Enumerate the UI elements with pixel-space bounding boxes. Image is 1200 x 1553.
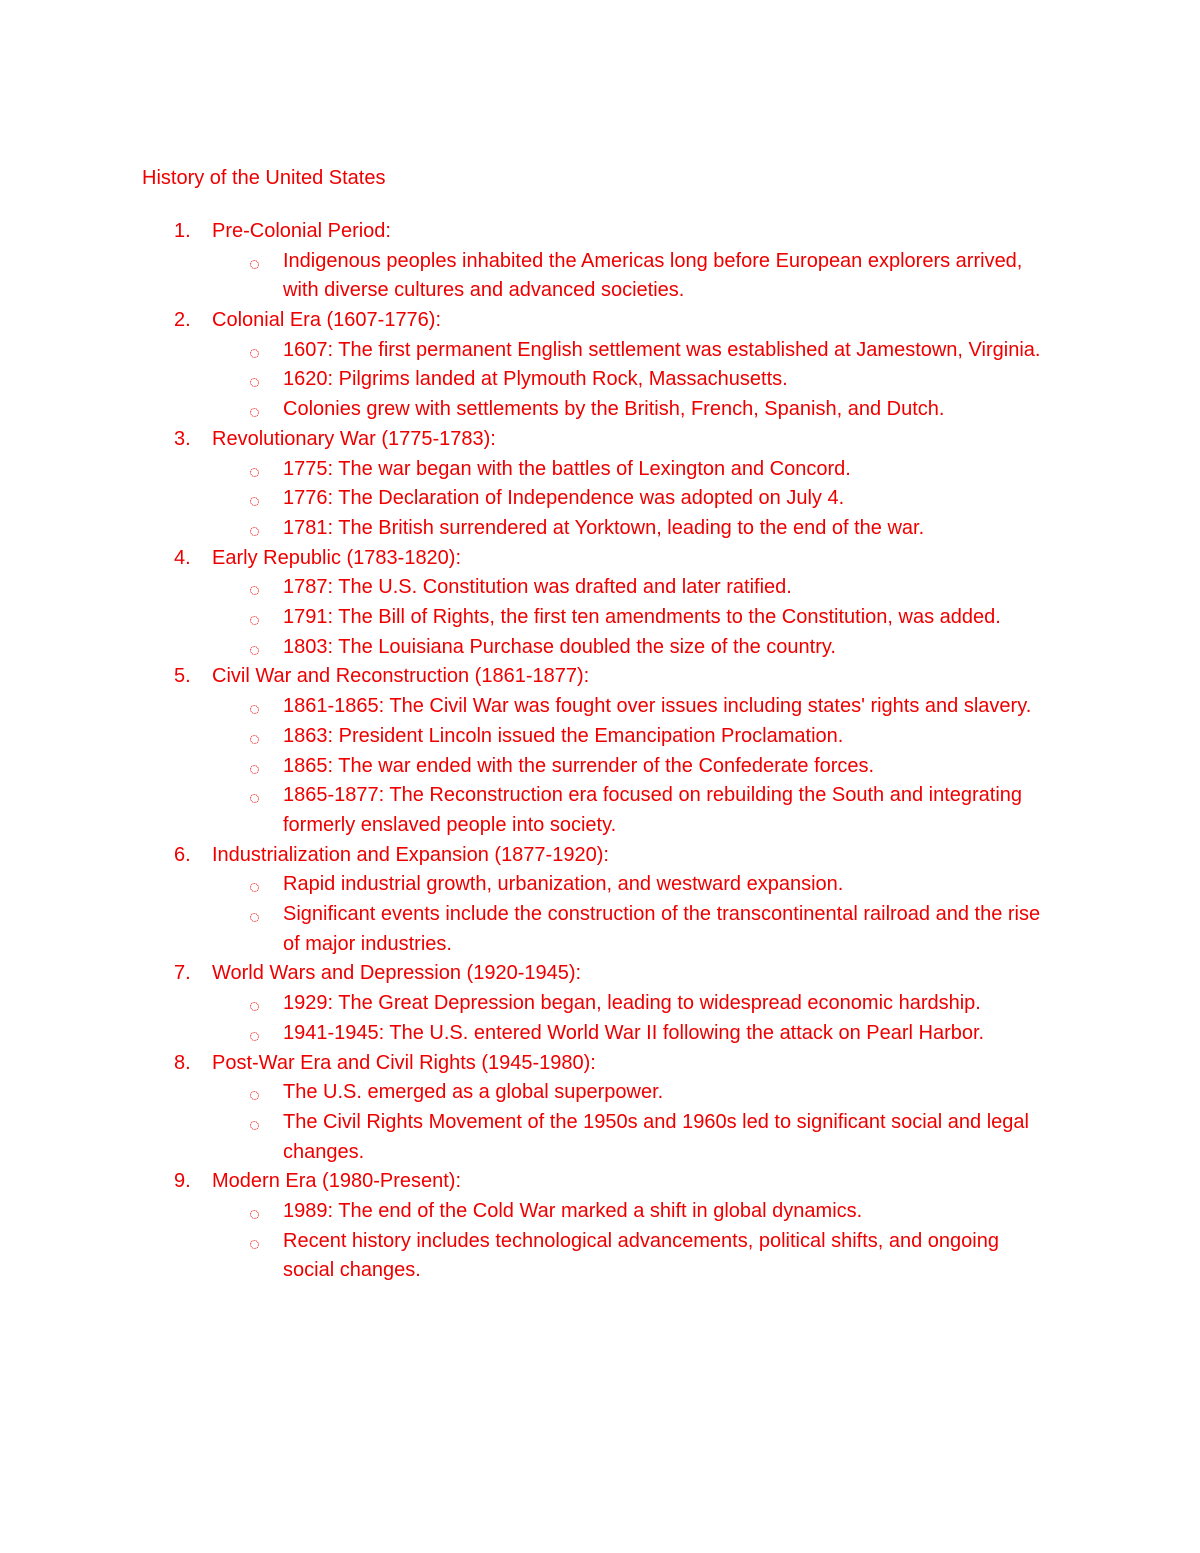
section-label: World Wars and Depression (1920-1945): — [212, 962, 582, 985]
bullet-list — [0, 247, 1200, 306]
section-label: Revolutionary War (1775-1783): — [212, 427, 496, 450]
hollow-circle-bullet-icon — [248, 395, 262, 425]
section-number: 8. — [174, 1051, 191, 1074]
bullet-list — [0, 989, 1200, 1048]
bullet-text: 1989: The end of the Cold War marked a shift in global dynamics. — [283, 1200, 863, 1223]
section-heading — [0, 662, 1200, 692]
bullet-text: 1865: The war ended with the surrender of the Confederate forces. — [283, 754, 875, 777]
hollow-circle-bullet-icon — [248, 603, 262, 633]
section-heading — [0, 544, 1200, 574]
section-label: Civil War and Reconstruction (1861-1877): — [212, 665, 590, 688]
hollow-circle-bullet-icon — [248, 781, 262, 811]
bullet-item — [0, 1108, 1053, 1167]
bullet-text: 1776: The Declaration of Independence was adopted on July 4. — [283, 487, 845, 510]
hollow-circle-bullet-icon — [248, 573, 262, 603]
bullet-text: 1929: The Great Depression began, leading to widespread economic hardship. — [283, 992, 981, 1015]
bullet-item — [0, 692, 1053, 722]
bullet-text: 1620: Pilgrims landed at Plymouth Rock, Massachusetts. — [283, 368, 788, 391]
outline-section — [0, 1049, 1200, 1168]
hollow-circle-bullet-icon — [248, 870, 262, 900]
history-outline — [0, 217, 1200, 1286]
bullet-item — [0, 365, 1053, 395]
bullet-item — [0, 1197, 1053, 1227]
outline-section — [0, 306, 1200, 425]
section-number: 4. — [174, 546, 191, 569]
hollow-circle-bullet-icon — [248, 336, 262, 366]
bullet-text: Indigenous peoples inhabited the Americas long before European explorers arrived, with diverse cultures and advanced societies. — [283, 249, 1023, 302]
bullet-item — [0, 722, 1053, 752]
hollow-circle-bullet-icon — [248, 900, 262, 930]
outline-section — [0, 662, 1200, 840]
bullet-item — [0, 900, 1053, 959]
section-label: Modern Era (1980-Present): — [212, 1170, 462, 1193]
bullet-text: Colonies grew with settlements by the British, French, Spanish, and Dutch. — [283, 398, 945, 421]
section-heading — [0, 841, 1200, 871]
section-label: Early Republic (1783-1820): — [212, 546, 462, 569]
bullet-item — [0, 484, 1053, 514]
hollow-circle-bullet-icon — [248, 247, 262, 277]
document-title: History of the United States — [142, 167, 386, 189]
bullet-item — [0, 573, 1053, 603]
section-heading — [0, 306, 1200, 336]
bullet-item — [0, 633, 1053, 663]
section-label: Colonial Era (1607-1776): — [212, 309, 442, 332]
bullet-item — [0, 989, 1053, 1019]
bullet-text: 1863: President Lincoln issued the Emancipation Proclamation. — [283, 724, 844, 747]
bullet-text: Recent history includes technological advancements, political shifts, and ongoing social changes. — [283, 1229, 999, 1282]
bullet-item — [0, 247, 1053, 306]
section-number: 7. — [174, 962, 191, 985]
bullet-list — [0, 692, 1200, 841]
outline-section — [0, 959, 1200, 1048]
outline-section — [0, 425, 1200, 544]
bullet-item — [0, 1227, 1053, 1286]
bullet-text: 1607: The first permanent English settlement was established at Jamestown, Virginia. — [283, 338, 1041, 361]
bullet-item — [0, 603, 1053, 633]
hollow-circle-bullet-icon — [248, 365, 262, 395]
bullet-item — [0, 752, 1053, 782]
bullet-text: 1803: The Louisiana Purchase doubled the size of the country. — [283, 635, 836, 658]
section-heading — [0, 1049, 1200, 1079]
section-number: 5. — [174, 665, 191, 688]
hollow-circle-bullet-icon — [248, 633, 262, 663]
hollow-circle-bullet-icon — [248, 484, 262, 514]
bullet-text: The U.S. emerged as a global superpower. — [283, 1081, 664, 1104]
bullet-list — [0, 1078, 1200, 1167]
section-label: Pre-Colonial Period: — [212, 220, 391, 242]
section-heading — [0, 959, 1200, 989]
bullet-item — [0, 395, 1053, 425]
bullet-text: 1787: The U.S. Constitution was drafted and later ratified. — [283, 576, 792, 599]
hollow-circle-bullet-icon — [248, 1019, 262, 1049]
section-heading — [0, 1167, 1200, 1197]
hollow-circle-bullet-icon — [248, 722, 262, 752]
bullet-text: 1941-1945: The U.S. entered World War II following the attack on Pearl Harbor. — [283, 1021, 985, 1044]
bullet-text: Significant events include the construction of the transcontinental railroad and the rise of major industries. — [283, 903, 1041, 955]
bullet-list — [0, 455, 1200, 544]
hollow-circle-bullet-icon — [248, 455, 262, 485]
section-label: Industrialization and Expansion (1877-1920): — [212, 843, 609, 866]
outline-section — [0, 217, 1200, 306]
bullet-text: 1865-1877: The Reconstruction era focused on rebuilding the South and integrating formerly enslaved people into society. — [283, 784, 1023, 836]
section-number: 6. — [174, 843, 191, 866]
hollow-circle-bullet-icon — [248, 1227, 262, 1257]
bullet-item — [0, 336, 1053, 366]
outline-section — [0, 841, 1200, 960]
hollow-circle-bullet-icon — [248, 752, 262, 782]
section-heading — [0, 425, 1200, 455]
bullet-text: 1775: The war began with the battles of Lexington and Concord. — [283, 457, 851, 480]
outline-section — [0, 544, 1200, 663]
hollow-circle-bullet-icon — [248, 1078, 262, 1108]
bullet-item — [0, 514, 1053, 544]
bullet-text: 1791: The Bill of Rights, the first ten amendments to the Constitution, was added. — [283, 606, 1001, 629]
bullet-list — [0, 336, 1200, 425]
hollow-circle-bullet-icon — [248, 1108, 262, 1138]
hollow-circle-bullet-icon — [248, 1197, 262, 1227]
section-label: Post-War Era and Civil Rights (1945-1980): — [212, 1051, 596, 1074]
hollow-circle-bullet-icon — [248, 692, 262, 722]
bullet-item — [0, 455, 1053, 485]
bullet-text: Rapid industrial growth, urbanization, and westward expansion. — [283, 873, 844, 896]
bullet-text: 1861-1865: The Civil War was fought over issues including states' rights and slavery. — [283, 695, 1032, 718]
bullet-text: 1781: The British surrendered at Yorktown, leading to the end of the war. — [283, 516, 925, 539]
hollow-circle-bullet-icon — [248, 514, 262, 544]
bullet-list — [0, 573, 1200, 662]
bullet-item — [0, 781, 1053, 840]
hollow-circle-bullet-icon — [248, 989, 262, 1019]
bullet-list — [0, 870, 1200, 959]
section-number: 3. — [174, 427, 191, 450]
section-number: 1. — [174, 220, 191, 242]
bullet-item — [0, 1019, 1053, 1049]
bullet-item — [0, 1078, 1053, 1108]
section-heading — [0, 217, 1200, 247]
section-number: 2. — [174, 309, 191, 332]
outline-section — [0, 1167, 1200, 1286]
bullet-item — [0, 870, 1053, 900]
bullet-list — [0, 1197, 1200, 1286]
section-number: 9. — [174, 1170, 191, 1193]
bullet-text: The Civil Rights Movement of the 1950s and 1960s led to significant social and legal changes. — [283, 1110, 1029, 1163]
